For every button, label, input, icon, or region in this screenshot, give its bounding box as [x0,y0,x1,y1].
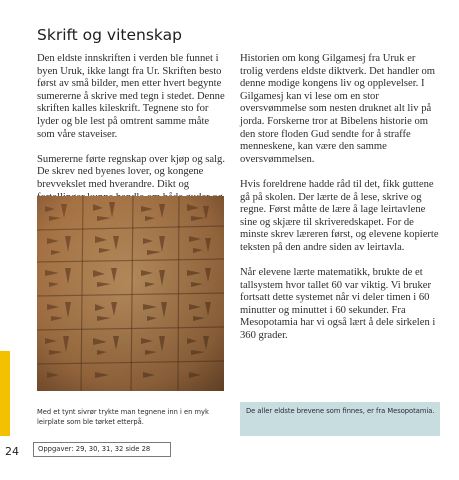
accent-bar [0,351,10,436]
paragraph: Historien om kong Gilgamesj fra Uruk er trolig verdens eldste diktverk. Det handler om denne modige kongens liv og opplevelser. I Gilgamesj kan vi lese om en stor oversvømmelse som nesten druknet alt liv på jorda. Forskerne tror at Bibelens historie om den store floden Gud sendte for å straffe menneskene, kan være den samme oversvømmelsen. [240,53,436,165]
clay-tablet-photo [37,196,224,391]
paragraph: Den eldste innskriften i verden ble funnet i byen Uruk, ikke langt fra Ur. Skriften besto først av små bilder, men etter hvert begynte sumererne å skrive med tegn i stedet. Denne skriften kalles kileskrift. Tegnene sto for lyder og ble lest på omtrent samme måte som våre staveiser. [37,53,225,140]
page-number: 24 [5,445,19,458]
right-column [240,53,440,355]
page-title: Skrift og vitenskap [37,26,182,44]
clay-tablet-image [37,196,224,391]
paragraph: Hvis foreldrene hadde råd til det, fikk guttene gå på skolen. Der lærte de å lese, skrive og regne. Først måtte de lære å lage leirtavlene sine og skjære til skriveredskapet. For de minste skrev læreren først, og elevene kopierte teksten på den andre siden av leirtavla. [240,178,439,253]
paragraph: Sumererne førte regnskap over kjøp og salg. De skrev ned byenes lover, og kongene brevvekslet med hverandre. Dikt og [37,153,225,190]
factbox-title: Visste du det? [246,384,349,400]
tasks-reference: Oppgaver: 29, 30, 31, 32 side 28 [33,442,171,457]
factbox-text: De aller eldste brevene som finnes, er fra Mesopotamia. [246,407,435,415]
image-caption: Med et tynt sivrør trykte man tegnene inn i en myk leirplate som ble tørket etterpå. [37,408,209,426]
paragraph: Når elevene lærte matematikk, brukte de et tallsystem hvor tallet 60 var viktig. Vi bruker fortsatt dette systemet når vi deler timen i 60 minutter og minuttet i 60 sekunder. Fra Mesopotamia har vi også lært å dele sirkelen i 360 grader. [240,267,436,342]
